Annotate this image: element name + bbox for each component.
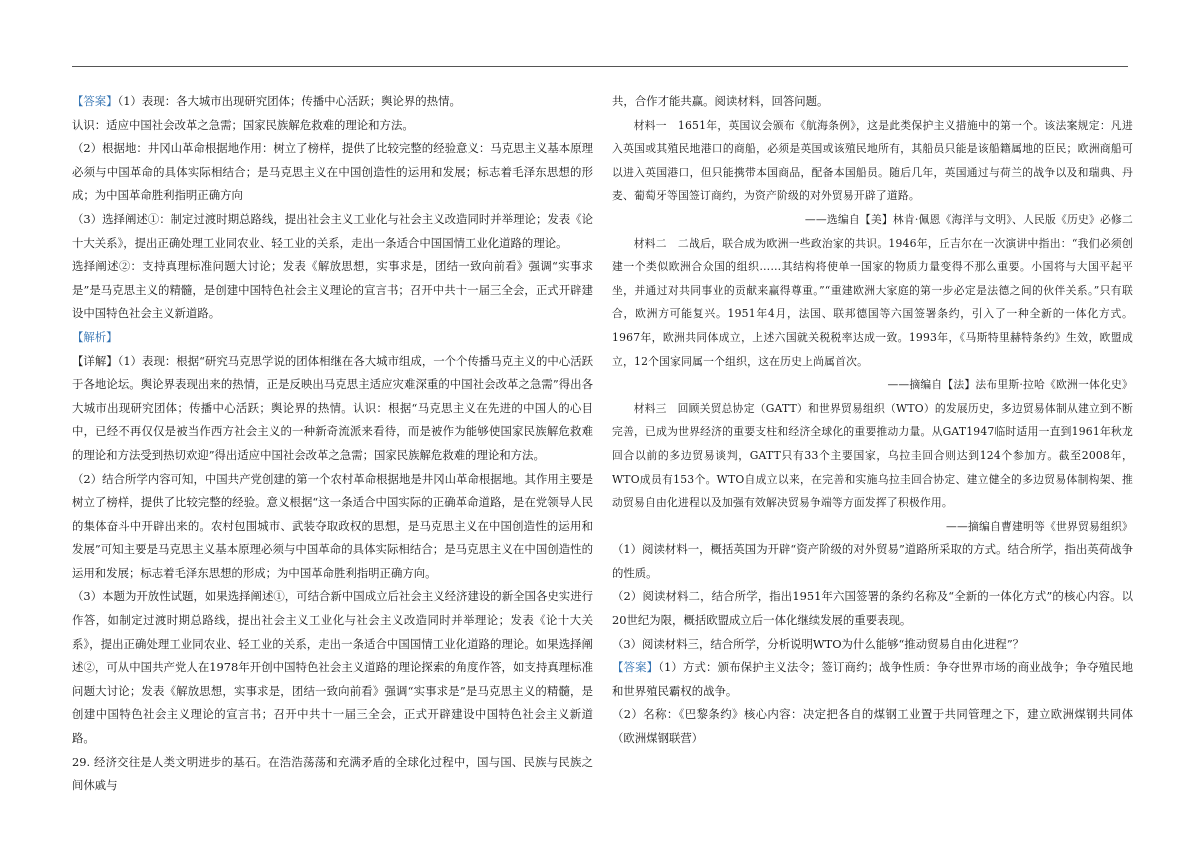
answer-text-1: （1）表现：各大城市出现研究团体；传播中心活跃；舆论界的热情。 bbox=[117, 94, 461, 108]
answer-29-1-text: （1）方式：颁布保护主义法令；签订商约；战争性质：争夺世界市场的商业战争；争夺殖民地和世界殖民霸权的战争。 bbox=[612, 660, 1133, 698]
answer-paragraph-3: （2）根据地：井冈山革命根据地作用：树立了榜样，提供了比较完整的经验意义：马克思主义基本原理必须与中国革命的具体实际相结合；是马克思主义在中国创造性的运用和发展；标志着毛泽东思想的形成；为中国革命胜利指明正确方向 bbox=[72, 141, 593, 203]
question-1: （1）阅读材料一，概括英国为开辟“资产阶级的对外贸易”道路所采取的方式。结合所学，指出英荷战争的性质。 bbox=[612, 542, 1133, 580]
answer-paragraph-4: （3）选择阐述①：制定过渡时期总路线，提出社会主义工业化与社会主义改造同时并举理论；发表《论十大关系》，提出正确处理工业同农业、轻工业的关系，走出一条适合中国国情工业化道路的理论。 bbox=[72, 211, 593, 250]
question-29-intro: 29. 经济交往是人类文明进步的基石。在浩浩荡荡和充满矛盾的全球化过程中，国与国、民族与民族之间休戚与 bbox=[72, 754, 593, 793]
right-column bbox=[612, 90, 1133, 751]
answer-paragraph-1 bbox=[72, 90, 593, 114]
material-1: 材料一 1651年，英国议会颁布《航海条例》，这是此类保护主义措施中的第一个。该法案规定：凡进入英国或其殖民地港口的商船，必须是英国或该殖民地所有，其船员只能是该船籍属地的臣民；欧洲商船可以进入英国港口，但只能携带本国商品，配备本国船员。随后几年，英国通过与荷兰的战争以及和瑞典、丹麦、葡萄牙等国签订商约，为资产阶级的对外贸易开辟了道路。 bbox=[612, 118, 1133, 203]
material-3: 材料三 回顾关贸总协定（GATT）和世界贸易组织（WTO）的发展历史，多边贸易体制从建立到不断完善，已成为世界经济的重要支柱和经济全球化的重要推动力量。从GAT1947临时适用一直到1961年秋龙回合以前的多边贸易谈判，GATT只有33个主要国家，乌拉圭回合则达到124个参加方。截至2008年，WTO成员有153个。WTO自成立以来，在完善和实施乌拉圭回合协定、建立健全的多边贸易体制构架、推动贸易自由化进程以及加强有效解决贸易争端等方面发挥了积极作用。 bbox=[612, 401, 1133, 510]
answer-paragraph-2: 认识：适应中国社会改革之急需；国家民族解危救难的理论和方法。 bbox=[72, 117, 414, 132]
material-1-source: ——选编自【美】林肯·佩恩《海洋与文明》、人民版《历史》必修二 bbox=[804, 212, 1133, 226]
answer-tag-29: 【答案】 bbox=[612, 660, 659, 675]
answer-29-1 bbox=[612, 656, 1133, 703]
detail-paragraph-2: （2）结合所学内容可知，中国共产党创建的第一个农村革命根据地是井冈山革命根据地。其作用主要是树立了榜样，提供了比较完整的经验。意义根据“这一条适合中国实际的正确革命道路，是在党领导人民的集体奋斗中开辟出来的。农村包围城市、武装夺取政权的思想，是马克思主义在中国创造性的运用和发展”可知主要是马克思主义基本原理必须与中国革命的具体实际相结合；是马克思主义在中国创造性的运用和发展；标志着毛泽东思想的形成；为中国革命胜利指明正确方向。 bbox=[72, 471, 593, 580]
question-2: （2）阅读材料二，结合所学，指出1951年六国签署的条约名称及“全新的一体化方式”的核心内容。以20世纪为限，概括欧盟成立后一体化继续发展的重要表现。 bbox=[612, 589, 1133, 628]
analysis-tag: 【解析】 bbox=[72, 329, 118, 344]
detail-paragraph-3: （3）本题为开放性试题，如果选择阐述①，可结合新中国成立后社会主义经济建设的新全国各史实进行作答，如制定过渡时期总路线，提出社会主义工业化与社会主义改造同时并举理论；发表《论十大关系》，提出正确处理工业同农业、轻工业的关系，走出一条适合中国国情工业化道路的理论。如果选择阐述②，可从中国共产党人在1978年开创中国特色社会主义道路的理论探索的角度作答，如支持真理标准问题大讨论；发表《解放思想，实事求是，团结一致向前看》强调“实事求是”是马克思主义的精髓，是创建中国特色社会主义理论的宣言书；召开中共十一届三全会，正式开辟建设中国特色社会主义新道路。 bbox=[72, 589, 593, 746]
detail-paragraph-1: 【详解】（1）表现：根据“研究马克思学说的团体相继在各大城市组成，一个个传播马克主义的中心活跃于各地论坛。舆论界表现出来的热情，正是反映出马克思主适应灾难深重的中国社会改革之急需”得出各大城市出现研究团体；传播中心活跃；舆论界的热情。认识：根据“马克思主义在先进的中国人的心目中，已经不再仅仅是被当作西方社会主义的一种新奇流派来看待，而是被作为能够使国家民族解危救难的理论和方法受到热切欢迎”得出适应中国社会改革之急需；国家民族解危救难的理论和方法。 bbox=[72, 353, 593, 462]
analysis-heading bbox=[72, 326, 593, 350]
material-2: 材料二 二战后，联合成为欧洲一些政治家的共识。1946年，丘吉尔在一次演讲中指出：“我们必须创建一个类似欧洲合众国的组织……其结构将使单一国家的物质力量变得不那么重要。小国将与大国平起平坐，并通过对共同事业的贡献来赢得尊重。”“重建欧洲大家庭的第一步必定是法德之间的伙伴关系。”只有联合，欧洲方可能复兴。1951年4月，法国、联邦德国等六国签署条约，引入了一种全新的一体化方式。1967年，欧洲共同体成立，上述六国就关税税率达成一致。1993年，《马斯特里赫特条约》生效，欧盟成立，12个国家同属一个组织，这在历史上尚属首次。 bbox=[612, 236, 1133, 368]
answer-29-2: （2）名称：《巴黎条约》核心内容：决定把各自的煤钢工业置于共同管理之下，建立欧洲煤钢共同体（欧洲煤钢联营） bbox=[612, 707, 1133, 746]
question-3: （3）阅读材料三，结合所学，分析说明WTO为什么能够“推动贸易自由化进程”？ bbox=[612, 636, 1025, 651]
answer-tag: 【答案】 bbox=[72, 94, 118, 108]
material-2-source: ——摘编自【法】法布里斯·拉哈《欧洲一体化史》 bbox=[887, 378, 1133, 392]
material-3-source: ——摘编自曹建明等《世界贸易组织》 bbox=[946, 519, 1133, 533]
left-column bbox=[72, 90, 593, 798]
answer-paragraph-5: 选择阐述②：支持真理标准问题大讨论；发表《解放思想，实事求是，团结一致向前看》强调“实事求是”是马克思主义的精髓，是创建中国特色社会主义理论的宣言书；召开中共十一届三全会，正式开辟建设中国特色社会主义新道路。 bbox=[72, 259, 593, 321]
question-29-intro-cont: 共，合作才能共赢。阅读材料，回答问题。 bbox=[612, 94, 829, 108]
header-rule bbox=[72, 66, 1128, 67]
